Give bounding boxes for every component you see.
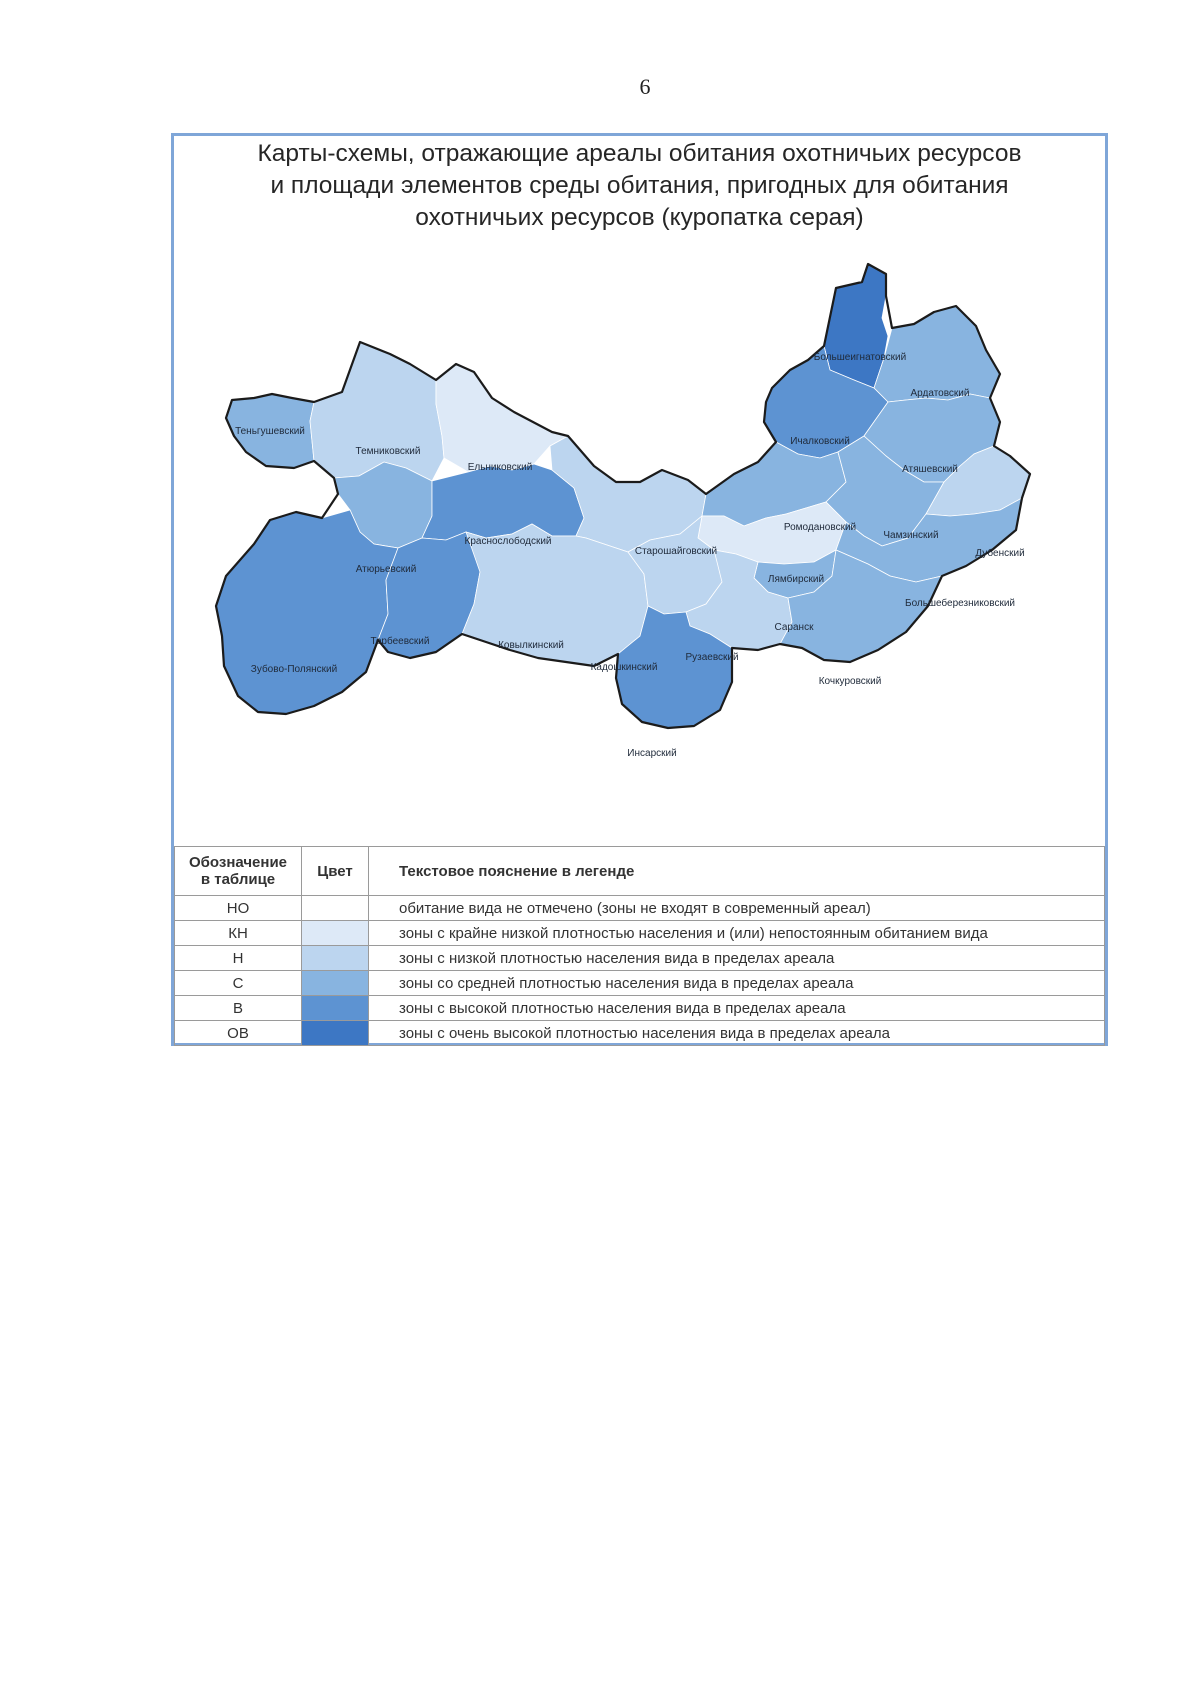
legend-text: обитание вида не отмечено (зоны не входят в современный ареал) [369,896,1105,921]
region-label: Саранск [774,622,814,633]
legend-header-code-line2: в таблице [200,871,276,888]
legend-header-text: Текстовое пояснение в легенде [369,847,1105,896]
legend-row [175,971,1105,996]
title-line-3: охотничьих ресурсов (куропатка серая) [415,204,864,231]
region-label: Рузаевский [685,652,739,663]
legend-code: КН [175,921,302,946]
legend-code: В [175,996,302,1021]
legend-table [174,846,1105,1046]
legend-text: зоны с низкой плотностью населения вида в пределах ареала [369,946,1105,971]
region-label: Зубово-Полянский [250,664,338,675]
legend-text: зоны с высокой плотностью населения вида в пределах ареала [369,996,1105,1021]
title-line-2: и площади элементов среды обитания, пригодных для обитания [270,172,1009,199]
region-label: Дубенский [975,548,1025,559]
legend-row [175,996,1105,1021]
region-label: Теньгушевский [235,426,305,437]
legend-row [175,1021,1105,1046]
region-label: Большеигнатовский [813,352,907,363]
region-label: Старошайговский [634,546,718,557]
legend-swatch [302,971,369,996]
region-label: Атяшевский [902,464,958,475]
region-label: Кочкуровский [818,676,882,687]
legend-row [175,896,1105,921]
legend-code: НО [175,896,302,921]
legend-swatch [302,896,369,921]
region-label: Темниковский [355,446,421,457]
region-map [174,136,1105,836]
region-label: Ромодановский [783,522,857,533]
region-elnikovsky [436,364,568,472]
region-label: Ардатовский [910,388,970,399]
legend-text: зоны с очень высокой плотностью населения вида в пределах ареала [369,1021,1105,1046]
region-label: Лямбирский [767,574,825,585]
legend-header-code-line1: Обозначение [188,854,288,871]
title-line-1: Карты-схемы, отражающие ареалы обитания охотничьих ресурсов [257,140,1022,167]
region-label: Ельниковский [467,462,533,473]
region-temnikovsky [310,342,444,481]
region-label: Чамзинский [883,530,939,541]
region-label: Торбеевский [370,636,430,647]
legend-code: Н [175,946,302,971]
region-label: Кадошкинский [590,662,658,673]
legend-text: зоны со средней плотностью населения вида в пределах ареала [369,971,1105,996]
legend-swatch [302,1021,369,1046]
legend-header-color: Цвет [302,847,369,896]
legend-code: ОВ [175,1021,302,1046]
legend-header-row [175,847,1105,896]
region-label: Краснослободский [464,536,552,547]
region-label: Ичалковский [790,436,850,447]
legend-text: зоны с крайне низкой плотностью населения и (или) непостоянным обитанием вида [369,921,1105,946]
map-figure-frame [171,133,1108,1046]
legend-row [175,946,1105,971]
legend-row [175,921,1105,946]
legend-swatch [302,996,369,1021]
page-number: 6 [639,74,651,99]
region-label: Атюрьевский [355,564,417,575]
legend-code: С [175,971,302,996]
legend-swatch [302,946,369,971]
legend-header-code [175,847,302,896]
region-label: Инсарский [627,748,677,759]
legend-swatch [302,921,369,946]
region-label: Большеберезниковский [905,598,1015,609]
region-label: Ковылкинский [498,640,564,651]
